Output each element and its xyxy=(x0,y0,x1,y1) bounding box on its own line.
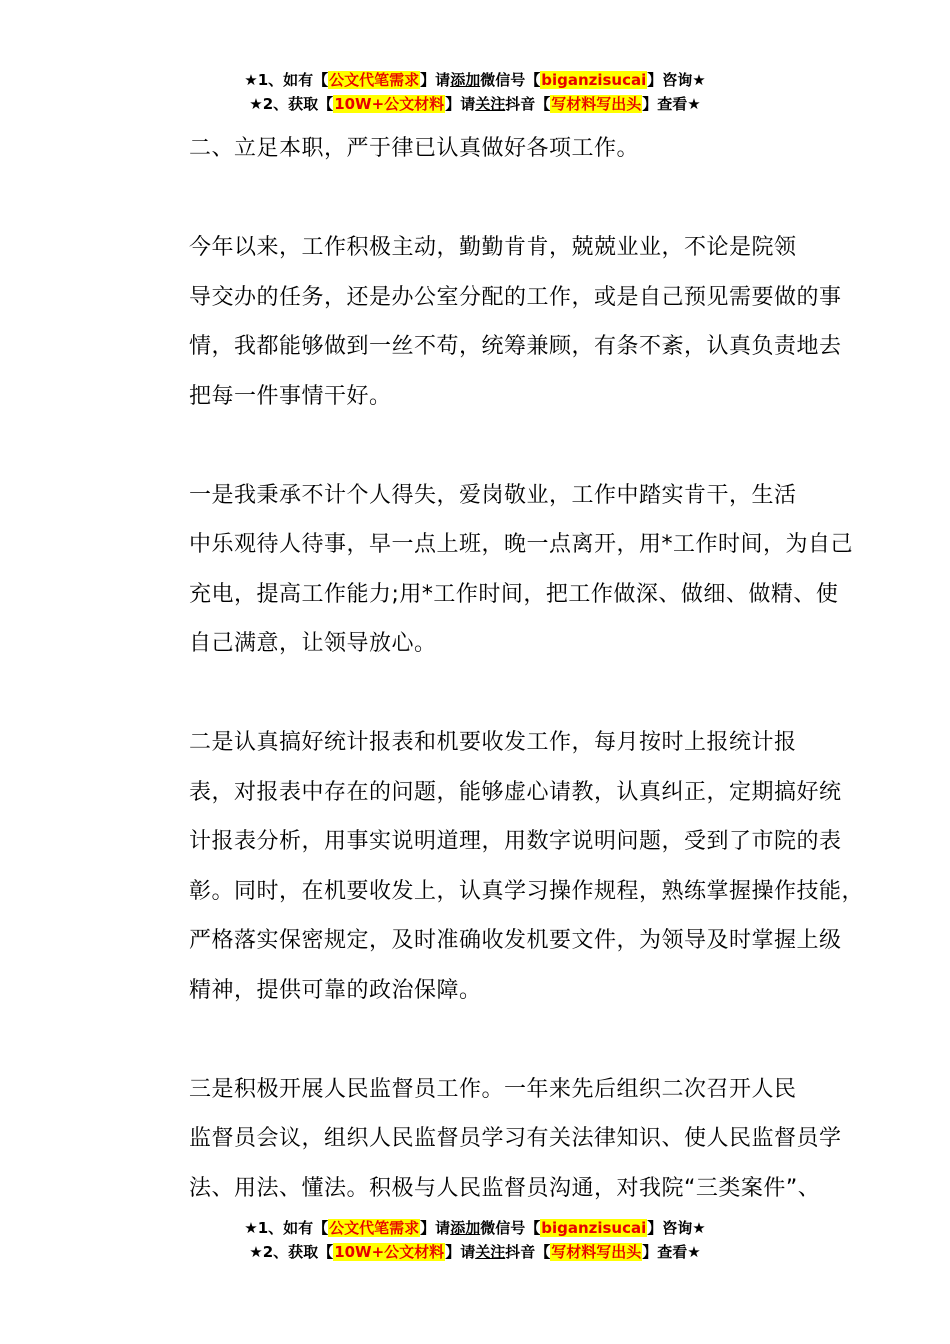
highlight-service: 公文代笔需求 xyxy=(329,1219,420,1237)
banner-text: 】咨询★ xyxy=(647,71,706,89)
banner-text: ★2、获取【 xyxy=(249,95,334,113)
banner-emphasis: 关注 xyxy=(475,95,506,113)
banner-text: 】请 xyxy=(420,71,451,89)
text-line: 二是认真搞好统计报表和机要收发工作，每月按时上报统计报 xyxy=(189,730,797,755)
banner-text: 】请 xyxy=(420,1219,451,1237)
text-line: 彰。同时，在机要收发上，认真学习操作规程，熟练掌握操作技能， xyxy=(189,878,865,904)
banner-line-2 xyxy=(0,92,950,116)
text-line: 情，我都能够做到一丝不苟，统筹兼顾，有条不紊，认真负责地去 xyxy=(189,334,842,359)
text-line: 表，对报表中存在的问题，能够虚心请教，认真纠正，定期搞好统 xyxy=(189,779,842,805)
paragraph xyxy=(145,1065,842,1214)
banner-text: 】查看★ xyxy=(642,1243,701,1261)
paragraph xyxy=(145,718,865,1015)
text-line: 一是我秉承不计个人得失，爱岗敬业，工作中踏实肯干，生活 xyxy=(189,482,797,508)
banner-emphasis: 添加 xyxy=(450,71,481,89)
text-line: 计报表分析，用事实说明道理，用数字说明问题，受到了市院的表 xyxy=(189,829,842,854)
text-line: 法、用法、懂法。积极与人民监督员沟通，对我院“三类案件”、 xyxy=(189,1175,821,1201)
text-line: 导交办的任务，还是办公室分配的工作，或是自己预见需要做的事 xyxy=(189,284,842,310)
footer-banner xyxy=(0,1216,950,1264)
banner-emphasis: 关注 xyxy=(475,1243,506,1261)
highlight-wechat-id: biganzisucai xyxy=(541,1219,647,1237)
text-line: 二、立足本职，严于律已认真做好各项工作。 xyxy=(189,136,640,161)
highlight-douyin-id: 写材料写出头 xyxy=(551,95,642,113)
highlight-wechat-id: biganzisucai xyxy=(541,71,647,89)
banner-text: 】咨询★ xyxy=(647,1219,706,1237)
banner-text: 】请 xyxy=(445,95,476,113)
section-heading xyxy=(145,124,825,174)
text-line: 充电，提高工作能力;用*工作时间，把工作做深、做细、做精、使 xyxy=(189,581,839,607)
text-line: 把每一件事情干好。 xyxy=(189,383,392,409)
document-body xyxy=(145,124,865,1213)
text-line: 自己满意，让领导放心。 xyxy=(189,631,437,656)
highlight-douyin-id: 写材料写出头 xyxy=(551,1243,642,1261)
text-line: 今年以来，工作积极主动，勤勤肯肯，兢兢业业，不论是院领 xyxy=(189,235,797,260)
paragraph xyxy=(145,471,854,669)
text-line: 精神，提供可靠的政治保障。 xyxy=(189,977,482,1003)
banner-text: ★2、获取【 xyxy=(249,1243,334,1261)
paragraph xyxy=(145,223,842,421)
banner-line-1 xyxy=(0,1216,950,1240)
banner-text: 】请 xyxy=(445,1243,476,1261)
highlight-service: 公文代笔需求 xyxy=(329,71,420,89)
banner-text: 微信号【 xyxy=(480,71,541,89)
highlight-materials: 10W+公文材料 xyxy=(334,1243,445,1261)
highlight-materials: 10W+公文材料 xyxy=(334,95,445,113)
banner-text: ★1、如有【 xyxy=(244,1219,329,1237)
banner-text: 抖音【 xyxy=(505,95,551,113)
text-line: 严格落实保密规定，及时准确收发机要文件，为领导及时掌握上级 xyxy=(189,928,842,953)
text-line: 三是积极开展人民监督员工作。一年来先后组织二次召开人民 xyxy=(189,1076,797,1102)
header-banner xyxy=(0,68,950,116)
banner-text: 抖音【 xyxy=(505,1243,551,1261)
text-line: 监督员会议，组织人民监督员学习有关法律知识、使人民监督员学 xyxy=(189,1126,842,1151)
banner-line-1 xyxy=(0,68,950,92)
banner-emphasis: 添加 xyxy=(450,1219,481,1237)
banner-text: ★1、如有【 xyxy=(244,71,329,89)
banner-text: 】查看★ xyxy=(642,95,701,113)
banner-text: 微信号【 xyxy=(480,1219,541,1237)
banner-line-2 xyxy=(0,1240,950,1264)
text-line: 中乐观待人待事，早一点上班，晚一点离开，用*工作时间，为自己 xyxy=(189,532,854,557)
